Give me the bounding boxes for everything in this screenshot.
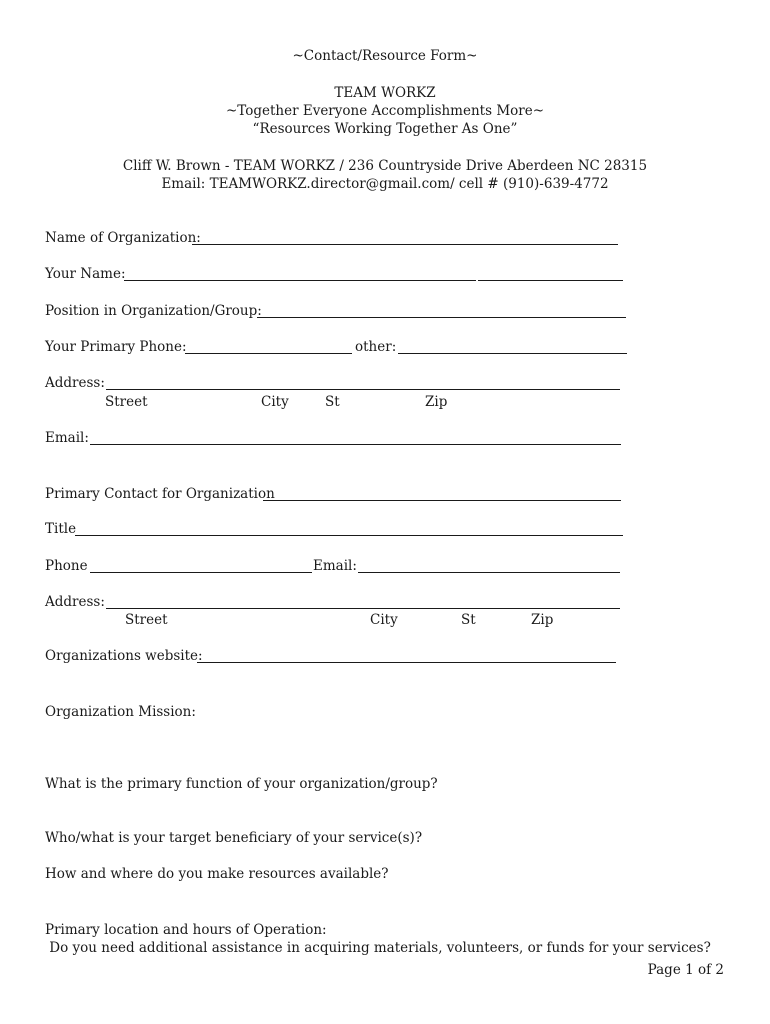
title-label: Title [45, 521, 77, 537]
mission-question: Organization Mission: [45, 704, 196, 720]
website-label: Organizations website: [45, 648, 203, 664]
location-hours-question: Primary location and hours of Operation: [45, 922, 327, 938]
contact-phone-field[interactable] [90, 572, 312, 573]
contact-city-caption: City [370, 612, 398, 628]
primary-contact-field[interactable] [263, 500, 621, 501]
assistance-question: Do you need additional assistance in acquiring materials, volunteers, or funds for your services? [45, 940, 711, 956]
website-field[interactable] [197, 662, 616, 663]
primary-function-question: What is the primary function of your organization/group? [45, 776, 438, 792]
org-name-field[interactable] [192, 244, 618, 245]
contact-line-email: Email: TEAMWORKZ.director@gmail.com/ cell # (910)-639-4772 [161, 176, 609, 192]
primary-phone-label: Your Primary Phone: [45, 339, 187, 355]
form-title: ~Contact/Resource Form~ [292, 48, 478, 64]
other-phone-label: other: [355, 339, 397, 355]
address-field[interactable] [106, 389, 620, 390]
contact-email-field[interactable] [358, 572, 620, 573]
motto: ~Together Everyone Accomplishments More~ [225, 103, 545, 119]
primary-contact-label: Primary Contact for Organization [45, 486, 275, 502]
address-city-caption: City [261, 394, 289, 410]
contact-zip-caption: Zip [531, 612, 554, 628]
contact-phone-label: Phone [45, 558, 88, 574]
contact-address-field[interactable] [106, 608, 620, 609]
email-label: Email: [45, 430, 89, 446]
org-name-heading: TEAM WORKZ [334, 85, 436, 101]
contact-line-address: Cliff W. Brown - TEAM WORKZ / 236 Countryside Drive Aberdeen NC 28315 [122, 158, 648, 174]
your-name-label: Your Name: [45, 266, 126, 282]
resources-question: How and where do you make resources available? [45, 866, 389, 882]
email-field[interactable] [90, 444, 621, 445]
org-name-label: Name of Organization: [45, 230, 201, 246]
page-number: Page 1 of 2 [647, 962, 724, 978]
slogan: “Resources Working Together As One” [252, 121, 518, 137]
primary-phone-field[interactable] [185, 353, 352, 354]
contact-address-label: Address: [45, 594, 105, 610]
address-zip-caption: Zip [425, 394, 448, 410]
beneficiary-question: Who/what is your target beneficiary of your service(s)? [45, 830, 423, 846]
address-st-caption: St [325, 394, 340, 410]
address-street-caption: Street [105, 394, 148, 410]
your-name-field-extra[interactable] [478, 280, 623, 281]
contact-st-caption: St [461, 612, 476, 628]
title-field[interactable] [75, 535, 623, 536]
contact-street-caption: Street [125, 612, 168, 628]
your-name-field[interactable] [124, 280, 476, 281]
contact-email-label: Email: [313, 558, 357, 574]
other-phone-field[interactable] [398, 353, 627, 354]
position-field[interactable] [257, 317, 626, 318]
position-label: Position in Organization/Group: [45, 303, 262, 319]
address-label: Address: [45, 375, 105, 391]
